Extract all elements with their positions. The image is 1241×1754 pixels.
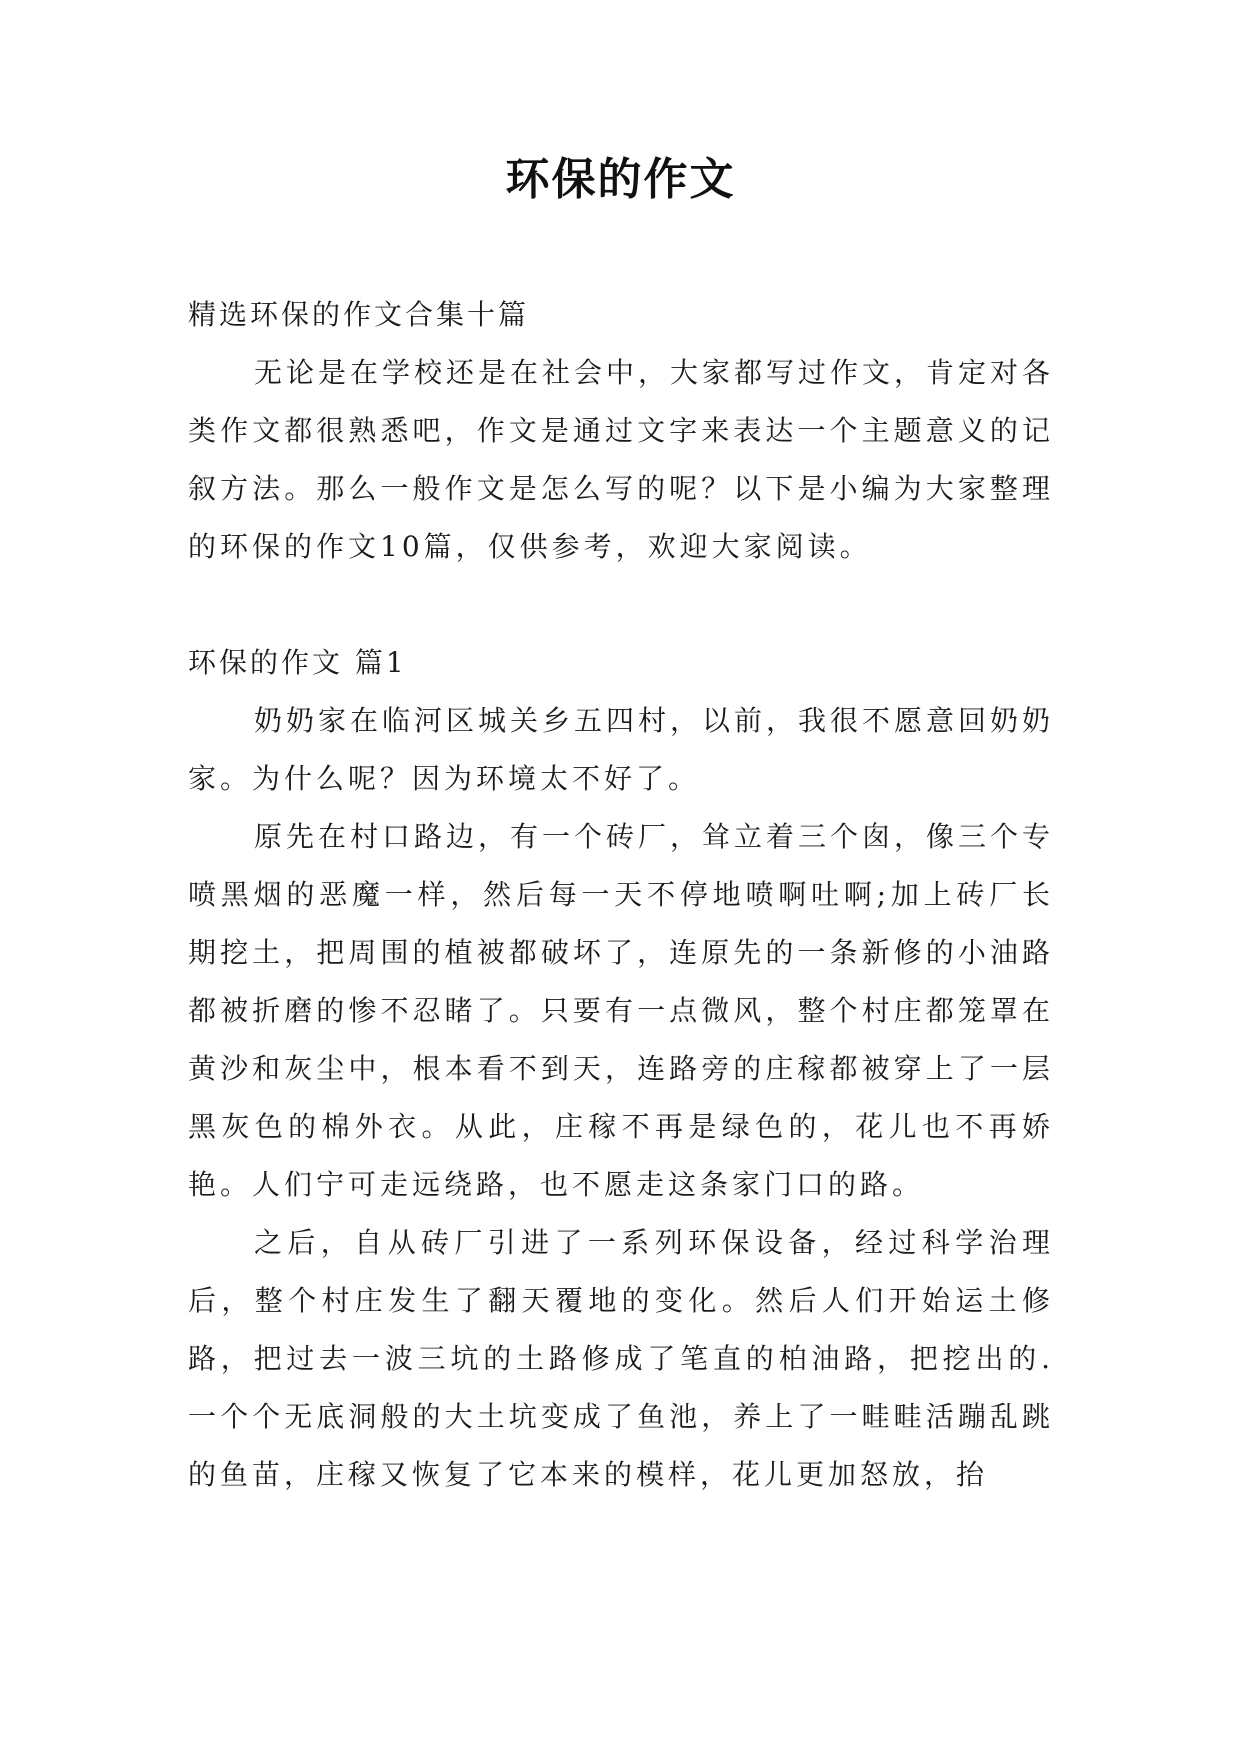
document-subtitle: 精选环保的作文合集十篇 [188, 298, 530, 331]
section-spacer [188, 576, 1054, 634]
body-paragraph: 奶奶家在临河区城关乡五四村，以前，我很不愿意回奶奶家。为什么呢？因为环境太不好了。 [188, 704, 1055, 795]
section-heading: 环保的作文 篇1 [188, 646, 407, 679]
body-paragraph: 之后，自从砖厂引进了一系列环保设备，经过科学治理后，整个村庄发生了翻天覆地的变化。然后人们开始运土修路，把过去一波三坑的土路修成了笔直的柏油路，把挖出的.一个个无底洞般的大土坑变成了鱼池，养上了一畦畦活蹦乱跳的鱼苗，庄稼又恢复了它本来的模样，花儿更加怒放，抬 [188, 1226, 1054, 1491]
document-title: 环保的作文 [505, 154, 736, 205]
intro-paragraph: 无论是在学校还是在社会中，大家都写过作文，肯定对各类作文都很熟悉吧，作文是通过文字来表达一个主题意义的记叙方法。那么一般作文是怎么写的呢？以下是小编为大家整理的环保的作文10篇，仅供参考，欢迎大家阅读。 [188, 356, 1055, 563]
body-paragraph: 原先在村口路边，有一个砖厂，耸立着三个囱，像三个专喷黑烟的恶魔一样，然后每一天不停地喷啊吐啊;加上砖厂长期挖土，把周围的植被都破坏了，连原先的一条新修的小油路都被折磨的惨不忍睹了。只要有一点微风，整个村庄都笼罩在黄沙和灰尘中，根本看不到天，连路旁的庄稼都被穿上了一层黑灰色的棉外衣。从此，庄稼不再是绿色的，花儿也不再娇艳。人们宁可走远绕路，也不愿走这条家门口的路。 [188, 820, 1055, 1201]
document-body [188, 286, 1054, 1504]
